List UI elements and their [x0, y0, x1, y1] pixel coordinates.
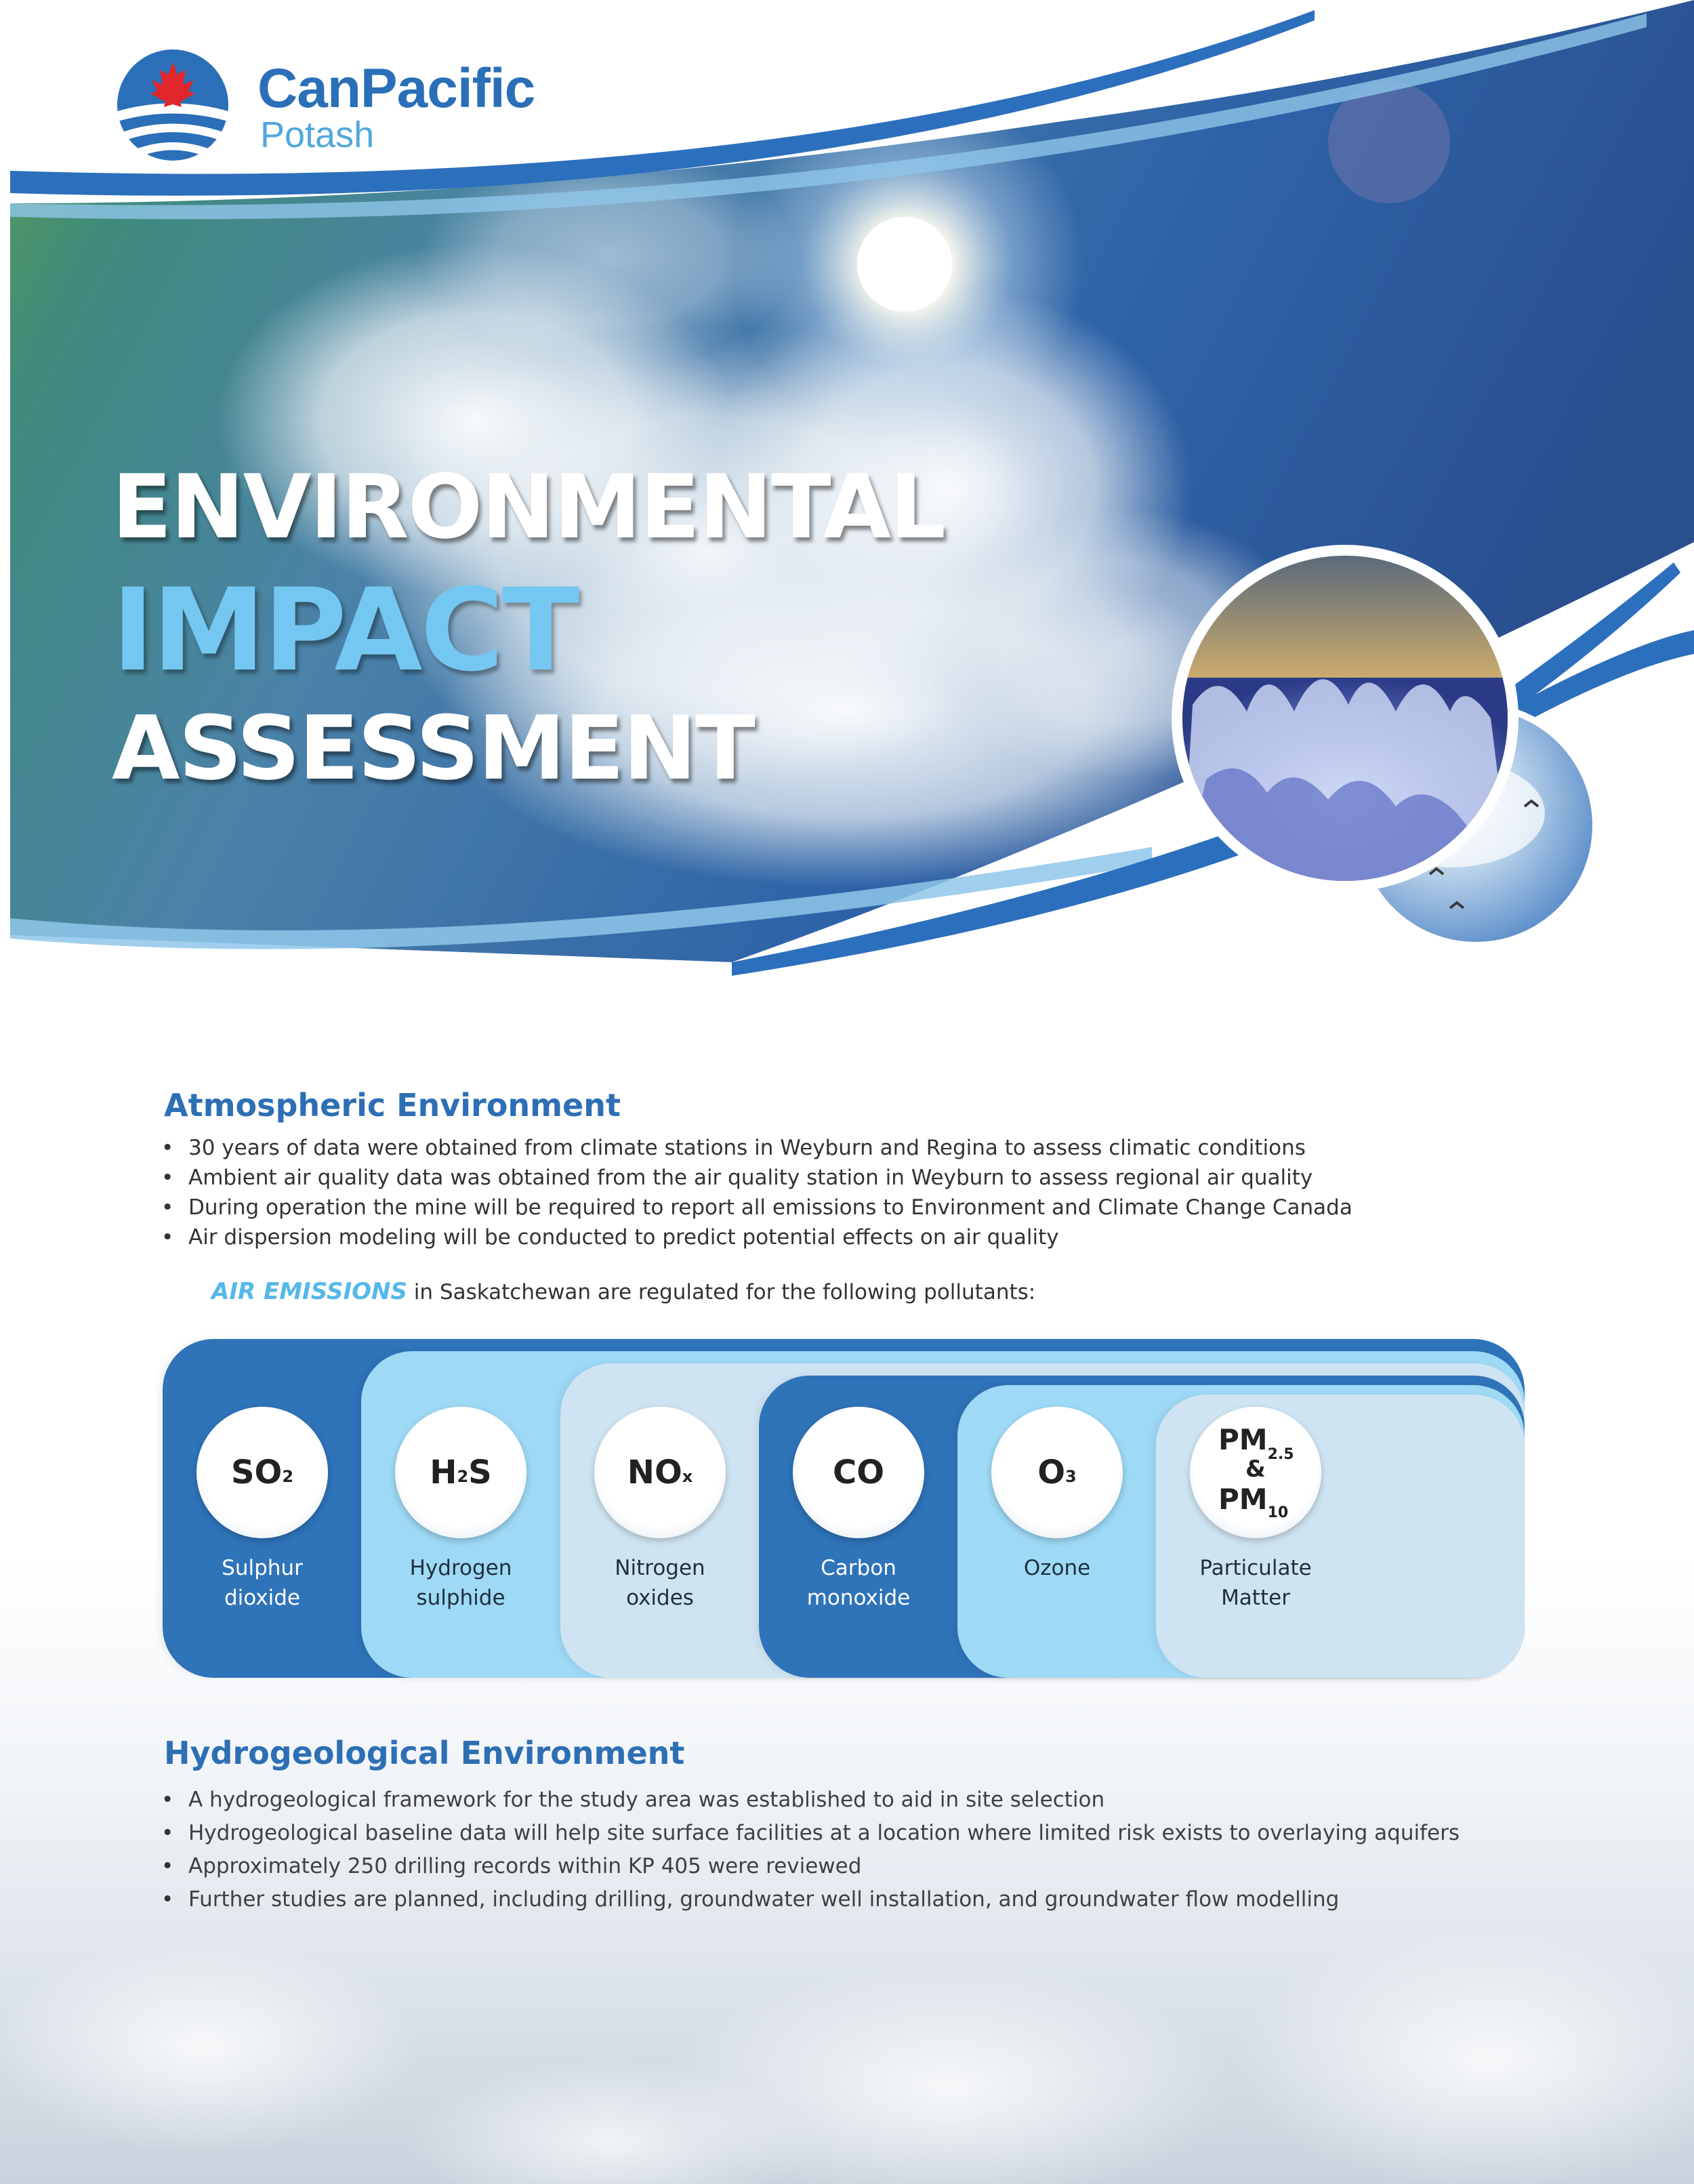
air-emissions-emphasis: AIR EMISSIONS: [211, 1278, 407, 1305]
list-item: • During operation the mine will be required to report all emissions to Environment and Climate Change Canada: [161, 1193, 1352, 1222]
brand-name: CanPacific: [257, 58, 535, 119]
list-item: • Hydrogeological baseline data will help site surface facilities at a location where limited risk exists to overlaying aquifers: [161, 1817, 1460, 1850]
pollutant-formula: $PM_{2.5}$ & $PM_{10}$: [1218, 1423, 1294, 1521]
pollutant-name: Ozone: [1023, 1556, 1091, 1580]
pollutant-formula: O $_3$: [1037, 1454, 1077, 1491]
atmospheric-heading: Atmospheric Environment: [164, 1087, 621, 1124]
hero-title-line-2: IMPACT: [112, 564, 578, 697]
pollutant-name: Hydrogen sulphide: [409, 1556, 512, 1610]
hero-title-line-3: ASSESSMENT: [112, 697, 754, 800]
pollutant-disc: [991, 1407, 1123, 1538]
air-emissions-intro: [211, 1278, 1035, 1305]
pollutant-formula: SO $_2$: [230, 1454, 294, 1491]
pollutant-name: Carbon monoxide: [806, 1556, 911, 1610]
hero-banner: [0, 0, 1694, 989]
pollutant-formula: NO $_x$: [627, 1454, 693, 1491]
pollutant-nox: [560, 1407, 760, 1664]
pollutant-name: Particulate Matter: [1199, 1556, 1312, 1610]
pollutant-name: Nitrogen oxides: [615, 1556, 705, 1610]
pollutants-panel: [163, 1339, 1525, 1678]
pollutant-disc: [793, 1407, 924, 1538]
pollutant-disc: [197, 1407, 328, 1538]
pollutant-formula: H $_2$ S: [430, 1454, 492, 1491]
pollutant-disc: [395, 1407, 526, 1538]
list-item: • 30 years of data were obtained from climate stations in Weyburn and Regina to assess climatic conditions: [161, 1133, 1352, 1163]
brand-logo: [115, 47, 657, 156]
air-emissions-text: in Saskatchewan are regulated for the following pollutants:: [407, 1280, 1036, 1304]
brand-subname: Potash: [260, 115, 375, 155]
list-item: • Further studies are planned, including drilling, groundwater well installation, and groundwater flow modelling: [161, 1883, 1460, 1916]
pollutant-name: Sulphur dioxide: [222, 1556, 303, 1610]
hydrogeological-heading: Hydrogeological Environment: [164, 1735, 685, 1771]
maple-leaf-logo-icon: [115, 47, 230, 163]
list-item: • Approximately 250 drilling records within KP 405 were reviewed: [161, 1850, 1460, 1883]
list-item: • Air dispersion modeling will be conducted to predict potential effects on air quality: [161, 1222, 1352, 1252]
list-item: • A hydrogeological framework for the study area was established to aid in site selection: [161, 1784, 1460, 1817]
pollutant-disc: [594, 1407, 726, 1538]
pollutant-h2s: [361, 1407, 560, 1664]
hero-title-line-1: ENVIRONMENTAL: [112, 455, 945, 558]
pollutant-pm: [1156, 1407, 1355, 1664]
hydrogeological-bullet-list: [161, 1784, 1460, 1916]
pollutant-formula: CO: [832, 1454, 885, 1491]
pollutant-o3: [957, 1407, 1157, 1664]
list-item: • Ambient air quality data was obtained from the air quality station in Weyburn to assess regional air quality: [161, 1163, 1352, 1193]
atmospheric-bullet-list: [161, 1133, 1352, 1252]
pollutant-disc: [1190, 1407, 1321, 1538]
pollutant-so2: [163, 1407, 362, 1664]
pollutant-co: [759, 1407, 958, 1664]
